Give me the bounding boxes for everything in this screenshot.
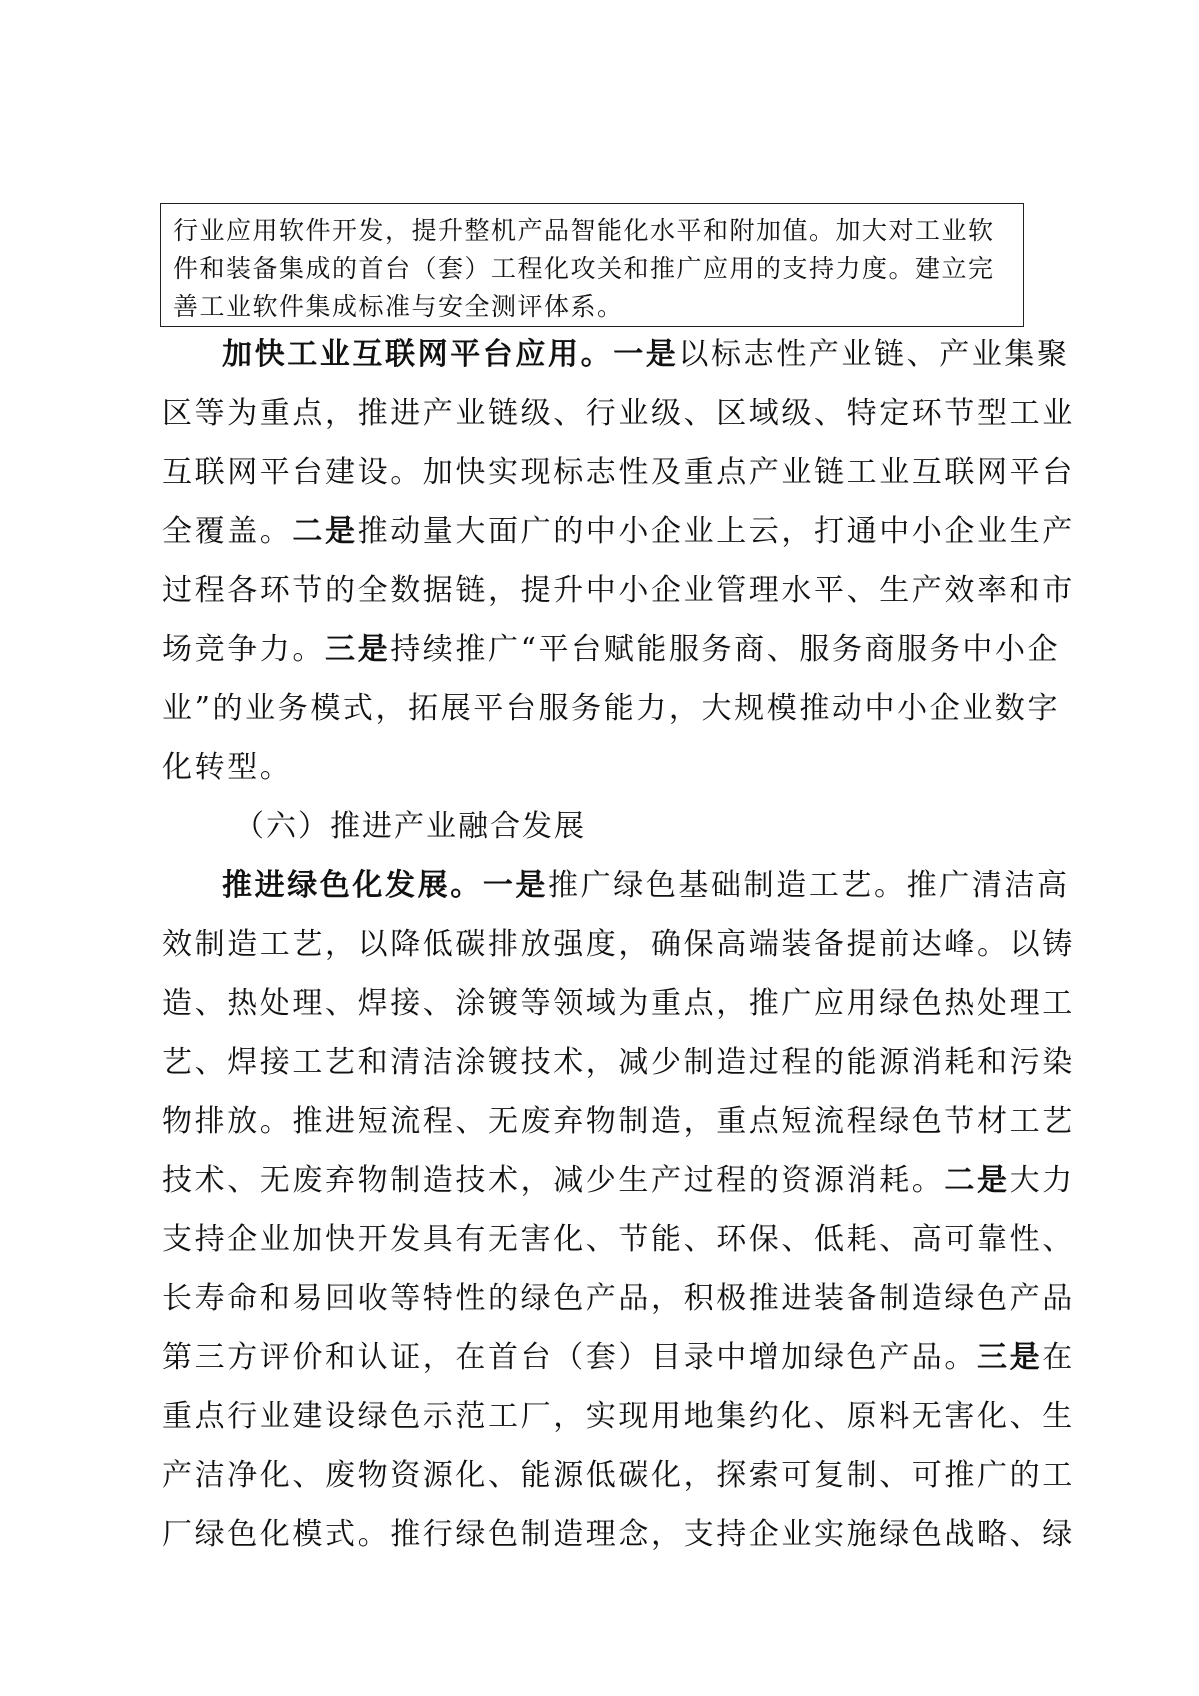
paragraph-text: 技术、无废弃物制造技术，减少生产过程的资源消耗。 xyxy=(162,1163,945,1198)
point-three-label: 三是 xyxy=(325,632,391,667)
paragraph-line: 过程各环节的全数据链，提升中小企业管理水平、生产效率和市 xyxy=(162,573,1075,608)
point-three-label: 三是 xyxy=(977,1340,1043,1375)
point-two-label: 二是 xyxy=(292,514,358,549)
paragraph-platform xyxy=(162,325,1075,856)
section-heading: （六）推进产业融合发展 xyxy=(234,809,586,844)
paragraph-text: 推动量大面广的中小企业上云，打通中小企业生产 xyxy=(357,514,1075,549)
paragraph-line xyxy=(162,325,1070,384)
paragraph-text: 推广绿色基础制造工艺。推广清洁高 xyxy=(548,868,1070,903)
paragraph-line xyxy=(162,1151,1075,1210)
boxed-note-line: 善工业软件集成标准与安全测评体系。 xyxy=(173,292,624,321)
paragraph-text: 以标志性产业链、产业集聚 xyxy=(678,337,1070,372)
paragraph-text: 在 xyxy=(1042,1340,1075,1375)
paragraph-text: 场竞争力。 xyxy=(162,632,325,667)
paragraph-line: 支持企业加快开发具有无害化、节能、环保、低耗、高可靠性、 xyxy=(162,1222,1075,1257)
point-one-label: 一是 xyxy=(613,337,679,372)
paragraph-line xyxy=(162,502,1075,561)
paragraph-line xyxy=(162,856,1070,915)
paragraph-line: 长寿命和易回收等特性的绿色产品，积极推进装备制造绿色产品 xyxy=(162,1281,1075,1316)
paragraph-line xyxy=(162,620,1061,679)
paragraph-line: 重点行业建设绿色示范工厂，实现用地集约化、原料无害化、生 xyxy=(162,1399,1075,1434)
paragraph-lead: 加快工业互联网平台应用。 xyxy=(222,337,614,372)
paragraph-line: 互联网平台建设。加快实现标志性及重点产业链工业互联网平台 xyxy=(162,455,1075,490)
paragraph-line: 效制造工艺，以降低碳排放强度，确保高端装备提前达峰。以铸 xyxy=(162,927,1075,962)
paragraph-text: 大力 xyxy=(1009,1163,1075,1198)
paragraph-line: 物排放。推进短流程、无废弃物制造，重点短流程绿色节材工艺 xyxy=(162,1104,1075,1139)
boxed-note-line: 件和装备集成的首台（套）工程化攻关和推广应用的支持力度。建立完 xyxy=(173,254,995,283)
paragraph-line xyxy=(162,1328,1075,1387)
paragraph-text: 第三方评价和认证，在首台（套）目录中增加绿色产品。 xyxy=(162,1340,977,1375)
point-two-label: 二是 xyxy=(944,1163,1010,1198)
point-one-label: 一是 xyxy=(482,868,549,903)
boxed-note xyxy=(160,203,1024,327)
paragraph-line: 艺、焊接工艺和清洁涂镀技术，减少制造过程的能源消耗和污染 xyxy=(162,1045,1075,1080)
paragraph-line: 产洁净化、废物资源化、能源低碳化，探索可复制、可推广的工 xyxy=(162,1458,1075,1493)
paragraph-line: 厂绿色化模式。推行绿色制造理念，支持企业实施绿色战略、绿 xyxy=(162,1517,1075,1552)
boxed-note-line: 行业应用软件开发，提升整机产品智能化水平和附加值。加大对工业软 xyxy=(173,216,995,245)
paragraph-line: 造、热处理、焊接、涂镀等领域为重点，推广应用绿色热处理工 xyxy=(162,986,1075,1021)
paragraph-line: 业”的业务模式，拓展平台服务能力，大规模推动中小企业数字 xyxy=(162,691,1061,726)
paragraph-text: 全覆盖。 xyxy=(162,514,293,549)
paragraph-line: 化转型。 xyxy=(162,750,293,785)
paragraph-line: 区等为重点，推进产业链级、行业级、区域级、特定环节型工业 xyxy=(162,396,1075,431)
paragraph-text: 持续推广“平台赋能服务商、服务商服务中小企 xyxy=(390,632,1061,667)
paragraph-lead: 推进绿色化发展。 xyxy=(222,868,483,903)
paragraph-green xyxy=(162,856,1075,1564)
